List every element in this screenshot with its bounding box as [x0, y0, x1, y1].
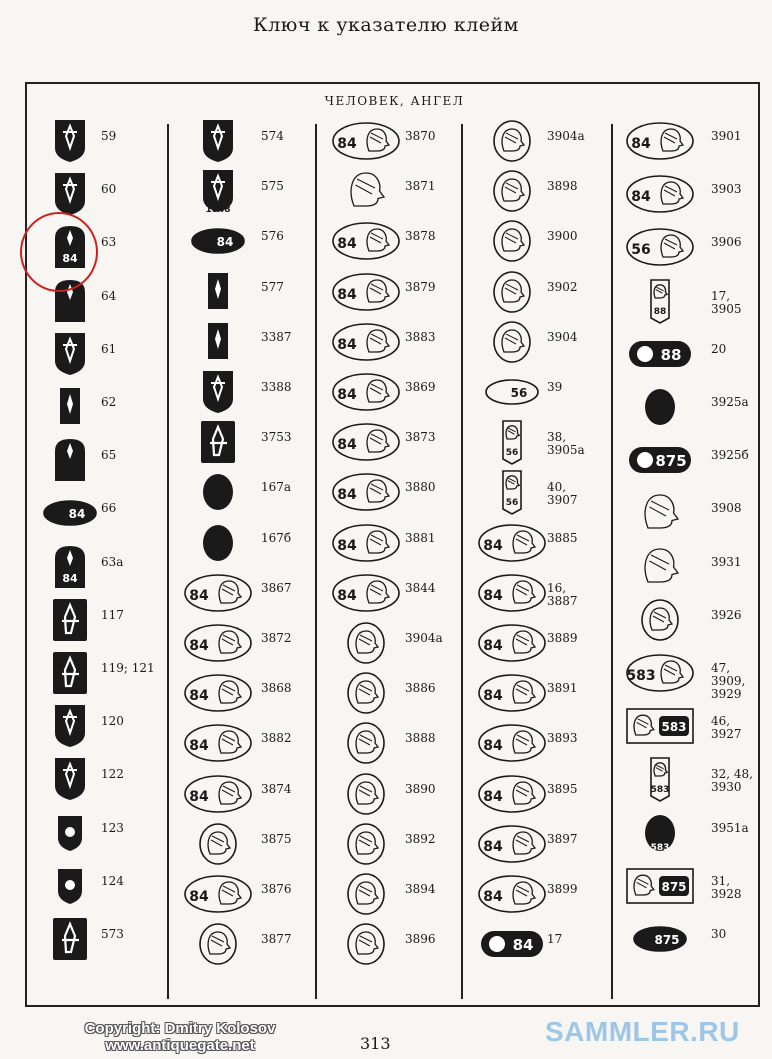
hallmark-number: 3882 [261, 731, 292, 746]
hallmark-icon [477, 670, 547, 716]
hallmark-number: 3888 [405, 731, 436, 746]
hallmark-number: 3877 [261, 932, 292, 947]
svg-text:84: 84 [216, 235, 234, 250]
svg-text:84: 84 [483, 688, 503, 705]
hallmark-icon [625, 810, 695, 856]
hallmark-icon [477, 570, 547, 616]
hallmark-number: 3891 [547, 681, 578, 696]
column-divider [167, 124, 169, 999]
svg-text:875: 875 [654, 933, 680, 947]
hallmark-number: 3889 [547, 631, 578, 645]
hallmark-icon [35, 756, 105, 802]
hallmark-number: 63 [101, 235, 117, 250]
hallmark-icon [183, 821, 253, 867]
hallmark-icon [183, 469, 253, 515]
hallmark-number: 40, 3907 [547, 480, 578, 508]
hallmark-number: 31, 3928 [711, 873, 742, 901]
hallmark-icon [625, 597, 695, 643]
hallmark-icon [183, 168, 253, 214]
hallmark-number: 577 [261, 279, 284, 294]
hallmark-number: 117 [101, 607, 124, 622]
hallmark-number: 3879 [405, 279, 436, 294]
svg-text:583: 583 [650, 842, 670, 853]
hallmark-icon [625, 331, 695, 377]
hallmark-number: 3387 [261, 329, 292, 344]
hallmark-icon [625, 703, 695, 749]
svg-text:84: 84 [337, 336, 357, 353]
hallmark-number: 3893 [547, 731, 578, 746]
hallmark-number: 3870 [405, 129, 436, 143]
hallmark-number: 3925б [711, 448, 749, 463]
hallmark-number: 3875 [261, 831, 292, 846]
hallmark-icon [331, 670, 401, 716]
hallmark-icon [35, 863, 105, 909]
hallmark-icon [625, 224, 695, 270]
hallmark-number: 3895 [547, 781, 578, 796]
svg-text:84: 84 [337, 487, 357, 504]
hallmark-icon [35, 916, 105, 962]
page-number: 313 [360, 1034, 391, 1053]
hallmark-icon [35, 331, 105, 377]
hallmark-icon [625, 916, 695, 962]
hallmark-number: 3925а [711, 395, 749, 409]
hallmark-icon [183, 369, 253, 415]
hallmark-icon [477, 620, 547, 666]
hallmark-number: 3878 [405, 229, 436, 244]
hallmark-number: 64 [101, 288, 117, 303]
hallmark-number: 17 [547, 932, 563, 947]
hallmark-number: 3901 [711, 129, 742, 143]
hallmark-icon [477, 871, 547, 917]
hallmark-icon [183, 570, 253, 616]
hallmark-number: 574 [261, 129, 284, 143]
hallmark-number: 66 [101, 501, 117, 516]
hallmark-icon [625, 756, 695, 802]
svg-text:583: 583 [661, 720, 687, 735]
hallmark-icon [331, 921, 401, 967]
hallmark-number: 47, 3909, 3929 [711, 661, 746, 701]
hallmark-icon [477, 469, 547, 515]
svg-text:84: 84 [483, 638, 503, 654]
svg-text:84: 84 [483, 537, 503, 554]
hallmark-number: 3899 [547, 882, 578, 896]
svg-text:84: 84 [483, 738, 503, 755]
hallmark-icon [477, 218, 547, 264]
hallmark-icon [183, 520, 253, 566]
hallmark-icon [183, 620, 253, 666]
hallmark-icon [331, 720, 401, 766]
hallmark-number: 576 [261, 229, 284, 244]
hallmark-icon [625, 437, 695, 483]
hallmark-icon [331, 369, 401, 415]
hallmark-icon [477, 771, 547, 817]
hallmark-number: 3903 [711, 182, 742, 197]
hallmark-number: 30 [711, 927, 727, 941]
hallmark-icon [331, 168, 401, 214]
svg-text:84: 84 [189, 587, 209, 604]
hallmark-icon [183, 118, 253, 164]
hallmark-number: 3885 [547, 530, 578, 545]
copyright-line: Copyright: Dmitry Kolosov [84, 1020, 276, 1037]
hallmark-icon [625, 650, 695, 696]
hallmark-icon [331, 771, 401, 817]
hallmark-number: 39 [547, 380, 563, 394]
hallmark-number: 3868 [261, 681, 292, 696]
hallmark-number: 3894 [405, 882, 436, 896]
svg-text:84: 84 [68, 507, 86, 522]
svg-text:84: 84 [337, 387, 357, 403]
hallmark-icon [183, 720, 253, 766]
svg-text:84: 84 [483, 838, 503, 855]
hallmark-icon [477, 821, 547, 867]
hallmark-icon [625, 863, 695, 909]
hallmark-icon [477, 720, 547, 766]
hallmark-icon [477, 319, 547, 365]
hallmark-number: 120 [101, 714, 124, 729]
hallmark-number: 119; 121 [101, 661, 155, 675]
copyright-watermark [50, 1020, 310, 1054]
hallmark-number: 32, 48, 3930 [711, 767, 753, 795]
hallmark-icon [331, 118, 401, 164]
hallmark-number: 575 [261, 179, 284, 194]
column-divider [611, 124, 613, 999]
hallmark-number: 17, 3905 [711, 288, 742, 316]
svg-text:56: 56 [631, 242, 651, 259]
svg-text:84: 84 [189, 738, 209, 755]
hallmark-icon [477, 168, 547, 214]
svg-text:84: 84 [337, 587, 357, 604]
hallmark-number: 3951а [711, 820, 749, 835]
hallmark-icon [35, 650, 105, 696]
svg-text:84: 84 [631, 189, 651, 206]
hallmark-number: 65 [101, 448, 117, 463]
svg-text:56: 56 [505, 448, 519, 459]
hallmark-icon [35, 118, 105, 164]
hallmark-number: 20 [711, 341, 727, 356]
hallmark-number: 3890 [405, 781, 436, 796]
hallmark-icon [477, 520, 547, 566]
hallmark-icon [477, 269, 547, 315]
column-divider [461, 124, 463, 999]
hallmark-number: 3896 [405, 932, 436, 947]
hallmark-icon [35, 384, 105, 430]
column-divider [315, 124, 317, 999]
hallmark-number: 3926 [711, 607, 742, 622]
hallmark-number: 59 [101, 129, 117, 143]
hallmark-icon [35, 597, 105, 643]
hallmark-number: 3881 [405, 530, 436, 545]
svg-text:84: 84 [337, 437, 357, 454]
hallmark-number: 3892 [405, 831, 436, 846]
hallmark-number: 123 [101, 820, 124, 835]
hallmark-number: 3902 [547, 279, 578, 294]
hallmark-number: 63а [101, 554, 124, 569]
hallmark-number: 3867 [261, 580, 292, 595]
hallmark-number: 62 [101, 395, 117, 409]
section-title: ЧЕЛОВЕК, АНГЕЛ [324, 94, 465, 108]
hallmark-number: 124 [101, 873, 124, 888]
svg-text:583: 583 [650, 785, 670, 796]
hallmark-number: 3886 [405, 681, 436, 696]
hallmark-number: 3897 [547, 831, 578, 846]
hallmark-number: 38, 3905а [547, 430, 585, 458]
hallmark-icon [35, 437, 105, 483]
hallmark-icon [331, 419, 401, 465]
hallmark-icon [625, 278, 695, 324]
hallmark-icon [35, 544, 105, 590]
hallmark-icon [625, 384, 695, 430]
svg-text:84: 84 [189, 788, 209, 805]
mark-index-table [25, 82, 760, 1007]
hallmark-icon [183, 419, 253, 465]
hallmark-number: 3844 [405, 580, 436, 595]
hallmark-icon [331, 871, 401, 917]
hallmark-icon [625, 490, 695, 536]
svg-text:84: 84 [631, 136, 651, 152]
hallmark-icon [477, 419, 547, 465]
svg-text:84: 84 [483, 788, 503, 805]
svg-text:84: 84 [62, 252, 78, 266]
hallmark-icon [625, 171, 695, 217]
svg-text:56: 56 [510, 386, 528, 400]
hallmark-icon [183, 319, 253, 365]
hallmark-icon [183, 921, 253, 967]
hallmark-number: 3908 [711, 501, 742, 516]
hallmark-number: 167б [261, 530, 292, 545]
hallmark-number: 3883 [405, 329, 436, 344]
hallmark-icon [35, 703, 105, 749]
hallmark-icon [331, 620, 401, 666]
hallmark-icon [625, 118, 695, 164]
hallmark-number: 46, 3927 [711, 714, 742, 742]
svg-text:84: 84 [483, 889, 503, 905]
hallmark-icon [331, 570, 401, 616]
svg-text:84: 84 [337, 537, 357, 554]
svg-text:84: 84 [483, 587, 503, 604]
hallmark-number: 3873 [405, 430, 436, 445]
hallmark-number: 3898 [547, 179, 578, 194]
page-title: Ключ к указателю клейм [253, 14, 519, 36]
hallmark-number: 573 [101, 927, 124, 941]
hallmark-icon [183, 771, 253, 817]
hallmark-number: 3876 [261, 882, 292, 896]
svg-text:84: 84 [512, 936, 534, 955]
hallmark-number: 3871 [405, 179, 436, 194]
hallmark-number: 3874 [261, 781, 292, 796]
hallmark-icon [35, 171, 105, 217]
svg-text:88: 88 [653, 306, 667, 317]
hallmark-icon [331, 269, 401, 315]
svg-text:1848: 1848 [205, 205, 231, 215]
copyright-url: www.antiquegate.net [105, 1037, 255, 1054]
hallmark-icon [183, 871, 253, 917]
svg-text:56: 56 [505, 498, 519, 509]
hallmark-icon [331, 821, 401, 867]
hallmark-number: 167а [261, 480, 292, 495]
svg-text:88: 88 [660, 345, 682, 364]
svg-text:84: 84 [337, 286, 357, 303]
hallmark-number: 3904а [405, 631, 443, 645]
hallmark-number: 3904а [547, 129, 585, 143]
hallmark-number: 3388 [261, 380, 292, 394]
hallmark-icon [35, 810, 105, 856]
hallmark-icon [625, 544, 695, 590]
svg-text:84: 84 [189, 688, 209, 705]
hallmark-icon [331, 469, 401, 515]
hallmark-number: 16, 3887 [547, 580, 578, 608]
svg-text:84: 84 [337, 136, 357, 152]
hallmark-number: 61 [101, 341, 117, 356]
hallmark-icon [477, 921, 547, 967]
highlight-circle [20, 212, 98, 292]
hallmark-number: 3904 [547, 329, 578, 344]
hallmark-number: 122 [101, 767, 124, 782]
hallmark-number: 3869 [405, 380, 436, 394]
hallmark-icon [183, 269, 253, 315]
hallmark-icon [183, 670, 253, 716]
hallmark-number: 3931 [711, 554, 742, 569]
hallmark-icon [331, 319, 401, 365]
hallmark-number: 60 [101, 182, 117, 197]
svg-text:84: 84 [189, 638, 209, 654]
site-watermark: SAMMLER.RU [545, 1016, 740, 1047]
svg-text:875: 875 [661, 879, 687, 894]
hallmark-icon [331, 218, 401, 264]
svg-text:875: 875 [655, 452, 687, 471]
hallmark-number: 3906 [711, 235, 742, 250]
svg-text:84: 84 [189, 889, 209, 905]
hallmark-number: 3900 [547, 229, 578, 244]
svg-text:583: 583 [626, 668, 656, 684]
hallmark-icon [35, 490, 105, 536]
hallmark-icon [331, 520, 401, 566]
hallmark-number: 3872 [261, 631, 292, 645]
hallmark-icon [477, 118, 547, 164]
svg-text:84: 84 [337, 236, 357, 253]
hallmark-number: 3753 [261, 430, 292, 445]
hallmark-icon [183, 218, 253, 264]
hallmark-icon [477, 369, 547, 415]
hallmark-number: 3880 [405, 480, 436, 495]
svg-text:84: 84 [62, 571, 78, 585]
